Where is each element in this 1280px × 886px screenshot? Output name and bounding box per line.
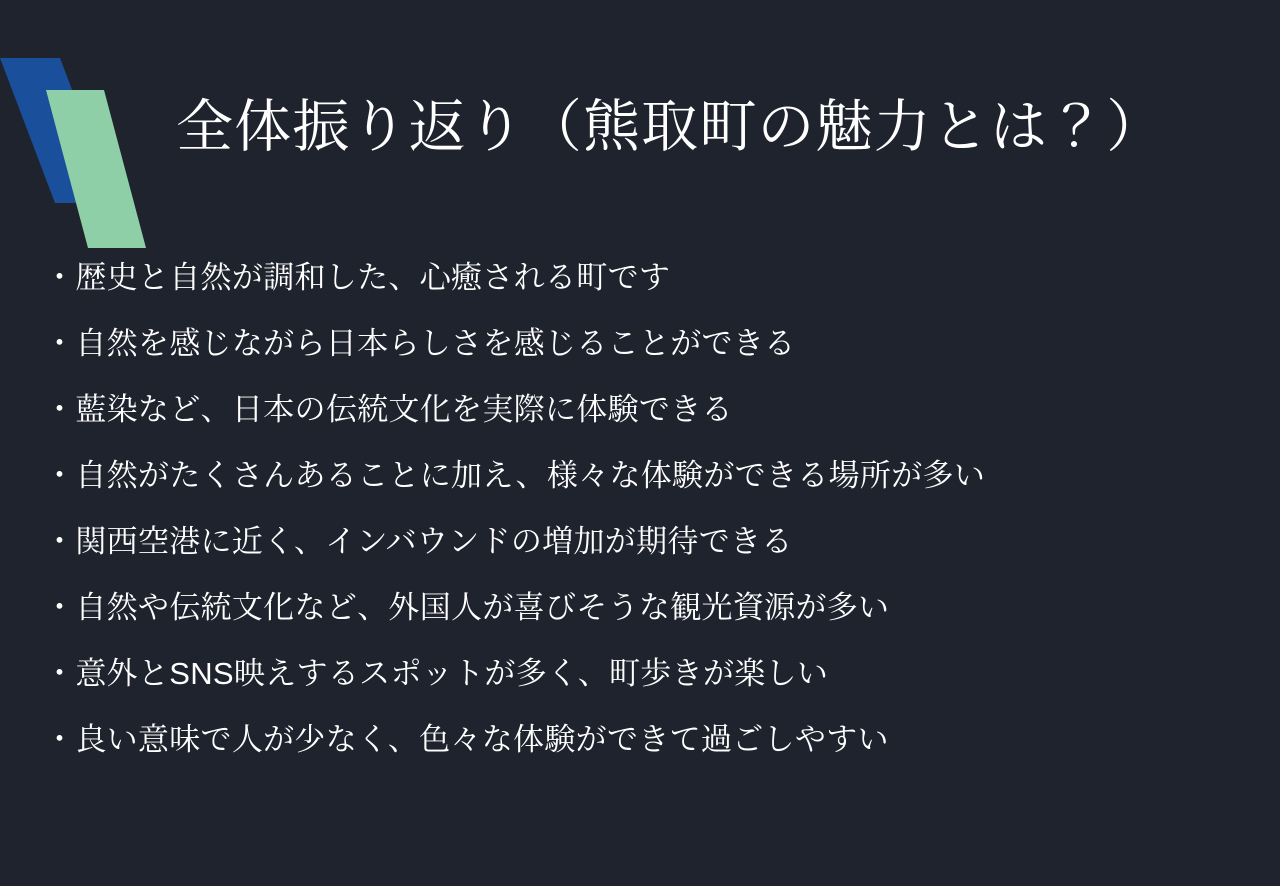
list-item [44,592,1244,623]
bullet-marker: ・ [44,524,76,559]
title-block [176,92,1236,163]
list-item [44,526,1244,557]
parallelogram-accent-icon [0,58,160,248]
list-item-label: 関西空港に近く、インバウンドの増加が期待できる [75,524,793,559]
list-item-label: 自然を感じながら日本らしさを感じることができる [75,326,796,361]
list-item-label: 自然や伝統文化など、外国人が喜びそうな観光資源が多い [75,590,890,625]
bullet-marker: ・ [44,656,76,691]
bullet-marker: ・ [44,458,76,493]
list-item-label: 良い意味で人が少なく、色々な体験ができて過ごしやすい [75,722,889,757]
bullet-marker: ・ [44,590,76,625]
list-item [44,658,1244,689]
list-item [44,262,1244,293]
list-item [44,394,1244,425]
list-item [44,460,1244,491]
bullet-marker: ・ [44,260,76,295]
bullet-list [44,262,1244,755]
list-item-label: 歴史と自然が調和した、心癒される町です [75,260,671,295]
bullet-marker: ・ [44,326,76,361]
bullet-marker: ・ [44,392,76,427]
list-item [44,328,1244,359]
list-item-label: 藍染など、日本の伝統文化を実際に体験できる [75,392,733,427]
page-title: 全体振り返り（熊取町の魅力とは？） [176,96,1165,159]
list-item-label: 意外とSNS映えするスポットが多く、町歩きが楽しい [75,656,829,691]
bullet-marker: ・ [44,722,76,757]
list-item [44,724,1244,755]
list-item-label: 自然がたくさんあることに加え、様々な体験ができる場所が多い [75,458,986,493]
